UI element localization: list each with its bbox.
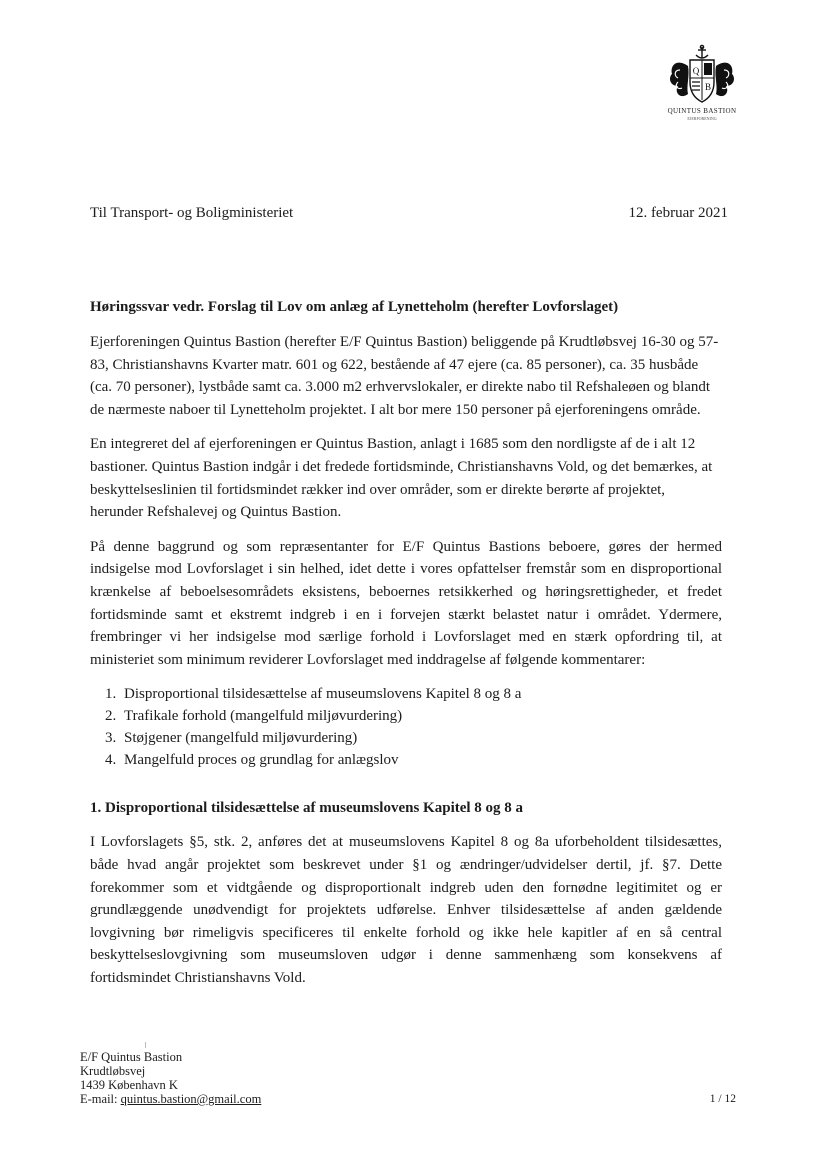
logo-brand-text: QUINTUS BASTION xyxy=(667,107,737,115)
list-item: 3. Støjgener (mangelfuld miljøvurdering) xyxy=(120,727,722,749)
paragraph-intro: Ejerforeningen Quintus Bastion (herefter E/F Quintus Bastion) beliggende på Krudtløbsvej 16-30 og 57-83, Christianshavns Kvarter matr. 601 og 622, bestående af 47 ejere (ca. 85 personer), ca. 35 husbåde (ca. 70 personer), lystbåde samt ca. 3.000 m2 erhvervslokaler, er direkte nabo til Refshaleøen og blandt de nærmeste naboer til Lynetteholm projektet. I alt bor mere 150 personer på ejerforeningens område. xyxy=(90,334,719,418)
footer-street: Krudtløbsvej xyxy=(80,1064,146,1078)
anchor-crest-icon xyxy=(666,44,738,106)
objection-list xyxy=(90,683,722,771)
footer-name: E/F Quintus Bastion xyxy=(80,1050,183,1064)
logo-sub-text: EJERFORENING xyxy=(687,116,717,121)
list-item: 4. Mangelfuld proces og grundlag for anlægslov xyxy=(120,749,722,771)
list-item: 1. Disproportional tilsidesættelse af museumslovens Kapitel 8 og 8 a xyxy=(120,683,722,705)
list-item: 2. Trafikale forhold (mangelfuld miljøvurdering) xyxy=(120,705,722,727)
email-link[interactable]: quintus.bastion@gmail.com xyxy=(120,1092,262,1106)
organization-logo xyxy=(652,44,752,130)
letter-body xyxy=(90,296,722,1001)
recipient-line: Til Transport- og Boligministeriet xyxy=(90,205,294,221)
letter-title: Høringssvar vedr. Forslag til Lov om anlæg af Lynetteholm (herefter Lovforslaget) xyxy=(90,299,619,315)
footer-email-label: E-mail: xyxy=(80,1092,121,1106)
footer-city: 1439 København K xyxy=(80,1078,178,1092)
footer-divider xyxy=(145,1042,146,1048)
footer-address xyxy=(80,1050,261,1106)
letter-date: 12. februar 2021 xyxy=(628,205,728,221)
monogram-q: Q xyxy=(692,66,700,76)
section-1-body: I Lovforslagets §5, stk. 2, anføres det at museumslovens Kapitel 8 og 8a uforbeholdent tilsidesættes, både hvad angår projektet som beskrevet under §1 og ændringer/udvidelser dertil, jf. §7. Dette forekommer som et vidtgående og disproportionalt indgreb uden den fornødne legitimitet og er grundlæggende unødvendigt for projektets udførelse. Enhver tilsidesættelse af anden gældende lovgivning bør rimeligvis specificeres til enkelte forhold og ikke hele kapitler af en så central beskyttelseslovgivning som museumsloven udgør i denne sammenhæng som konsekvens af fortidsmindet Christianshavns Vold. xyxy=(90,834,722,986)
paragraph-objection: På denne baggrund og som repræsentanter for E/F Quintus Bastions beboere, gøres der hermed indsigelse mod Lovforslaget i sin helhed, idet dette i vores opfattelser fremstår som en disproportional krænkelse af beboelsesområdets eksistens, beboernes retsikkerhed og høringsrettigheder, et fredet fortidsminde samt et ekstremt indgreb i en i forvejen stærkt belastet natur i området. Ydermere, frembringer vi her indsigelse mod særlige forhold i Lovforslaget med en stærk opfordring til, at ministeriet som minimum reviderer Lovforslaget med inddragelse af følgende kommentarer: xyxy=(90,538,722,668)
page-number: 1 / 12 xyxy=(709,1093,736,1105)
footer-email-line xyxy=(80,1092,261,1106)
monogram-b: B xyxy=(704,82,712,92)
paragraph-bastion: En integreret del af ejerforeningen er Quintus Bastion, anlagt i 1685 som den nordligste af de i alt 12 bastioner. Quintus Bastion indgår i det fredede fortidsminde, Christianshavns Vold, og det bemærkes, at beskyttelseslinien til fortidsmindet rækker ind over områder, som er direkte berørte af projektet, herunder Refshalevej og Quintus Bastion. xyxy=(90,436,713,521)
section-1-heading: 1. Disproportional tilsidesættelse af museumslovens Kapitel 8 og 8 a xyxy=(90,800,524,817)
